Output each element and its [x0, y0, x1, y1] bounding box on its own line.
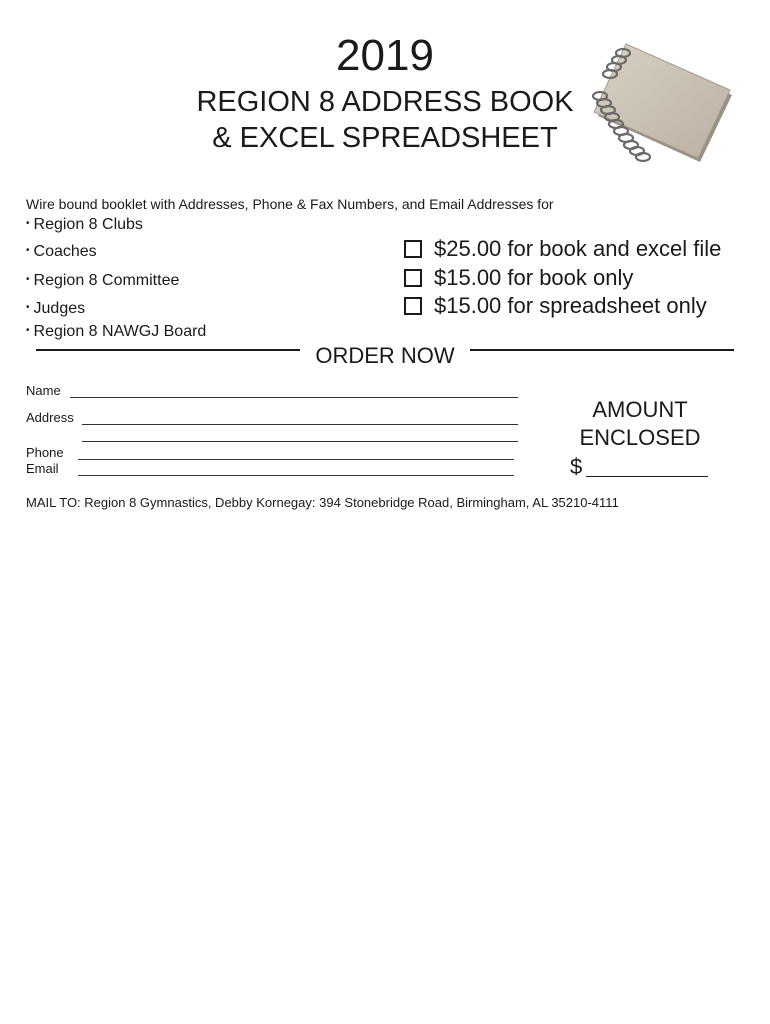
option-label: $15.00 for spreadsheet only [434, 293, 707, 318]
option-spreadsheet-only[interactable] [404, 293, 707, 319]
checkbox-icon[interactable] [404, 240, 422, 258]
title-line-2: & EXCEL SPREADSHEET [212, 122, 558, 154]
phone-label: Phone [26, 445, 64, 460]
amount-heading-line-1: AMOUNT [592, 397, 688, 422]
email-label: Email [26, 461, 59, 476]
address-field-line-1[interactable] [82, 424, 518, 425]
option-label: $25.00 for book and excel file [434, 236, 722, 261]
phone-field[interactable] [78, 459, 514, 460]
name-label: Name [26, 383, 61, 398]
bullet-item: • Judges [26, 300, 86, 317]
amount-field[interactable] [586, 476, 708, 477]
checkbox-icon[interactable] [404, 297, 422, 315]
bullet-item: • Region 8 Committee [26, 272, 180, 289]
year-heading: 2019 [336, 31, 434, 80]
divider-left [36, 349, 300, 351]
email-field[interactable] [78, 475, 514, 476]
bullet-item: • Region 8 Clubs [26, 216, 143, 233]
divider-right [470, 349, 734, 351]
bullet-label: Region 8 Clubs [33, 216, 143, 233]
bullet-label: Region 8 Committee [33, 272, 180, 289]
spiral-notebook-icon [590, 40, 740, 170]
name-field[interactable] [70, 397, 518, 398]
option-book-only[interactable] [404, 265, 633, 291]
address-field-line-2[interactable] [82, 441, 518, 442]
mail-to-address: MAIL TO: Region 8 Gymnastics, Debby Kornegay: 394 Stonebridge Road, Birmingham, AL 35210-4111 [26, 495, 619, 510]
address-label: Address [26, 410, 74, 425]
bullet-label: Region 8 NAWGJ Board [33, 323, 207, 340]
amount-heading-line-2: ENCLOSED [579, 425, 701, 450]
title-line-1: REGION 8 ADDRESS BOOK [196, 86, 574, 118]
option-book-and-excel[interactable] [404, 236, 721, 262]
checkbox-icon[interactable] [404, 269, 422, 287]
bullet-item: • Coaches [26, 243, 97, 260]
currency-symbol: $ [570, 454, 583, 479]
option-label: $15.00 for book only [434, 265, 634, 290]
bullet-label: Judges [33, 300, 86, 317]
intro-text: Wire bound booklet with Addresses, Phone & Fax Numbers, and Email Addresses for [26, 196, 554, 212]
bullet-label: Coaches [33, 243, 97, 260]
order-now-heading: ORDER NOW [315, 343, 455, 368]
bullet-item: • Region 8 NAWGJ Board [26, 323, 207, 340]
